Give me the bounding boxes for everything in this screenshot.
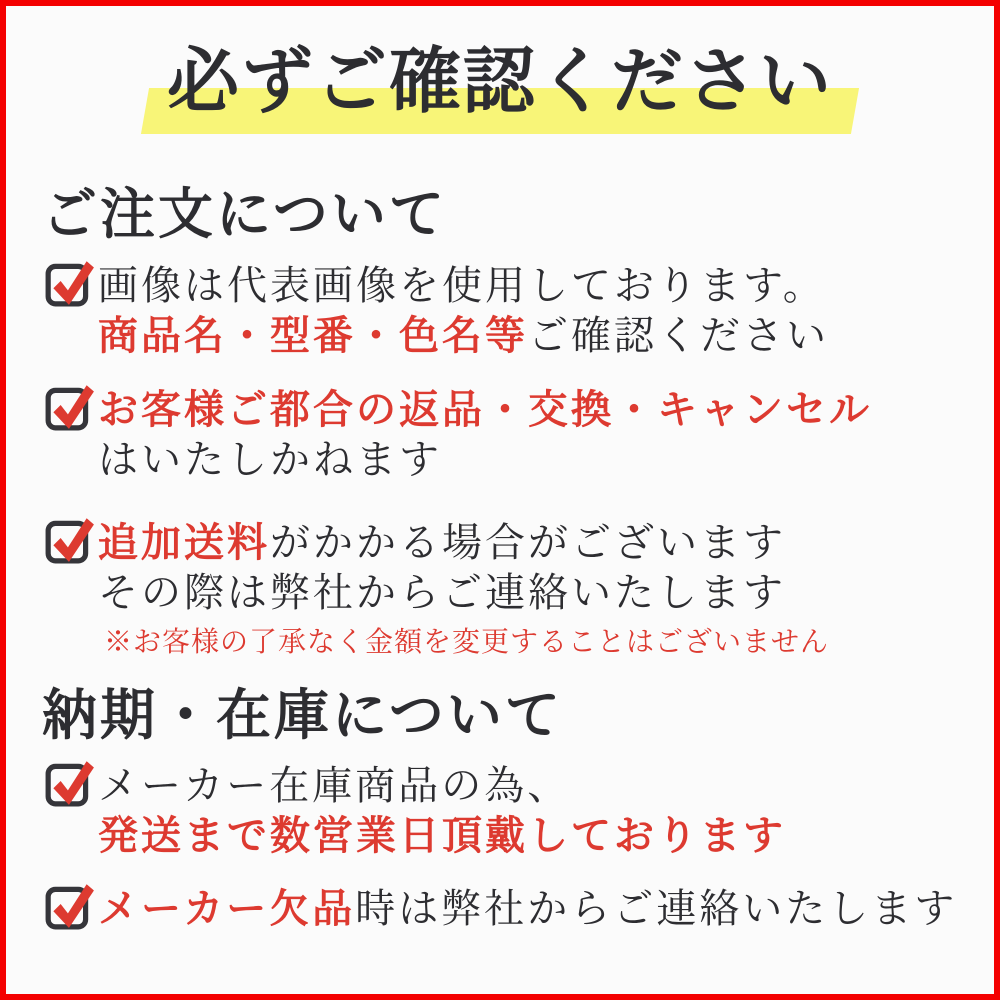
checkbox-checked-icon [44, 380, 96, 432]
text-black: ご確認ください [528, 313, 829, 358]
text-black: はいたしかねます [98, 437, 442, 482]
item-line [98, 261, 829, 311]
text-black: がかかる場合がございます [270, 520, 786, 565]
item-text [98, 261, 829, 361]
text-red: 商品名・型番・色名等 [98, 313, 528, 358]
item-line [98, 435, 872, 485]
text-black: メーカー在庫商品の為、 [98, 763, 571, 808]
checklist-item [44, 518, 829, 660]
text-black: 画像は代表画像を使用しております。 [98, 263, 826, 308]
item-note: ※お客様の了承なく金額を変更することはございません [104, 627, 830, 658]
checklist-item [44, 385, 872, 485]
text-black: その際は弊社からご連絡いたします [98, 570, 786, 615]
item-text [98, 518, 829, 660]
checkbox-checked-icon [44, 879, 96, 931]
item-line [98, 761, 786, 811]
checkbox-checked-icon [44, 256, 96, 308]
checklist-item [44, 761, 786, 861]
checklist-item [44, 261, 829, 361]
item-text [98, 385, 872, 485]
item-line [98, 311, 829, 361]
text-red: お客様ご都合の返品・交換・キャンセル [98, 387, 872, 432]
text-red: メーカー欠品 [98, 886, 356, 931]
item-line [98, 518, 829, 568]
text-black: 時は弊社からご連絡いたします [355, 886, 958, 931]
page-title: 必ずご確認ください [166, 42, 833, 122]
item-line [98, 385, 872, 435]
section-heading-delivery: 納期・在庫について [42, 685, 563, 746]
item-line [98, 884, 957, 934]
item-text [98, 761, 786, 861]
text-red: 追加送料 [98, 520, 270, 565]
section-heading-order: ご注文について [42, 184, 447, 245]
item-text [98, 884, 957, 934]
checklist-item [44, 884, 957, 934]
item-line [98, 811, 786, 861]
item-line [98, 568, 829, 618]
checkbox-checked-icon [44, 513, 96, 565]
text-red: 発送まで数営業日頂戴しております [98, 813, 786, 858]
checkbox-checked-icon [44, 756, 96, 808]
